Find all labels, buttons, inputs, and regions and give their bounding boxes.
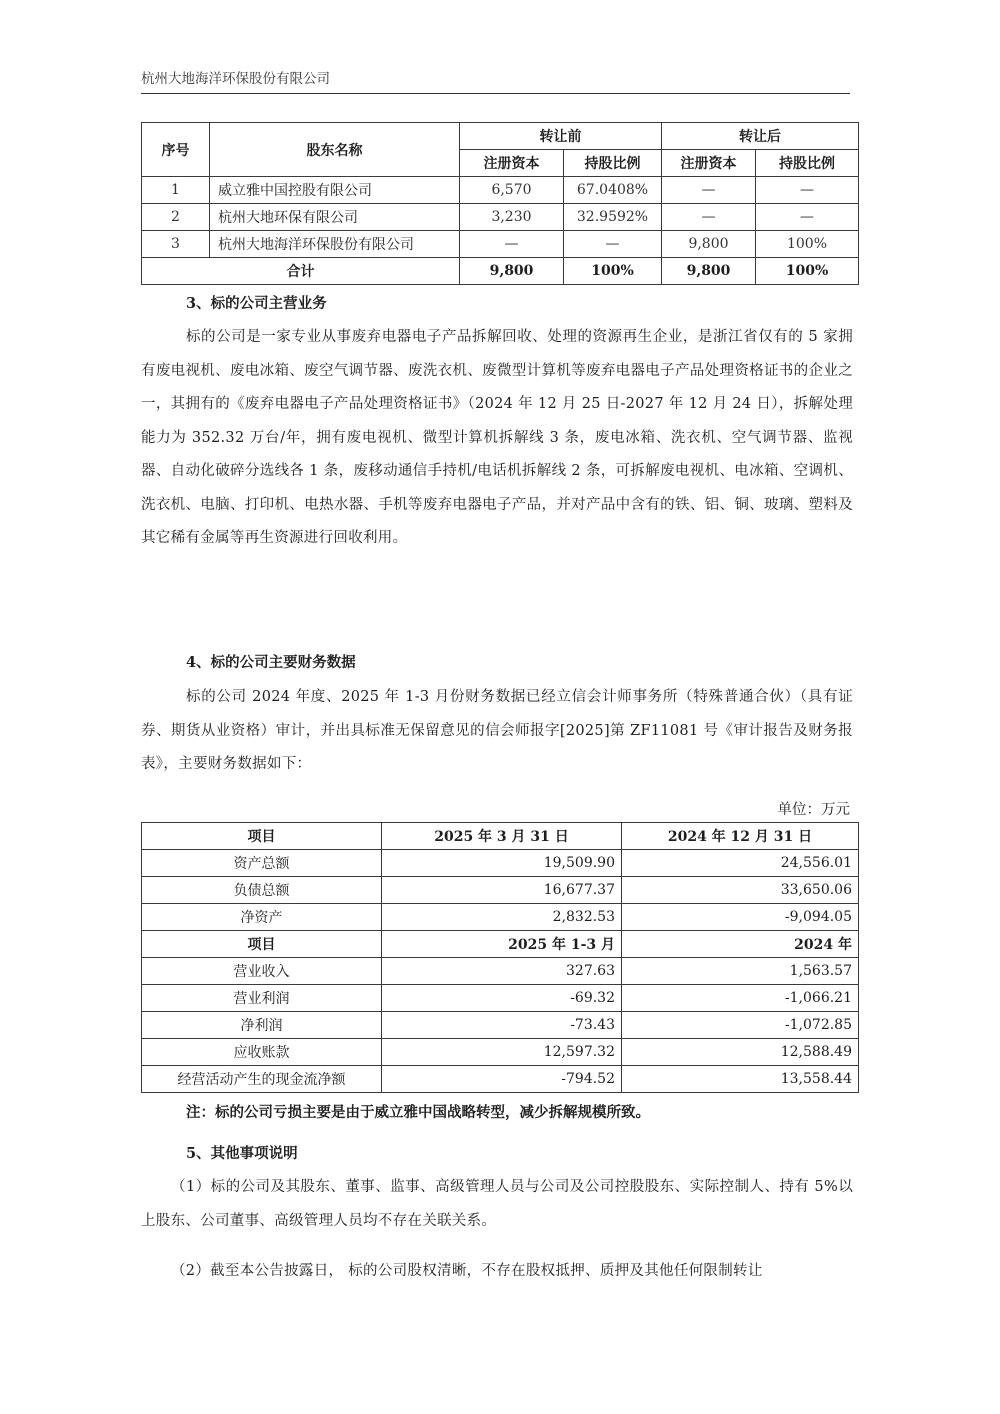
row-after-capital: 9,800 [662,231,756,258]
section-5-title: 5、其他事项说明 [186,1145,298,1162]
row-before-capital: 3,230 [460,204,564,231]
table-row [142,231,859,258]
table-row [142,1039,859,1066]
row-item: 营业利润 [142,985,382,1012]
table-row [142,877,859,904]
row-seq: 3 [142,231,210,258]
row-col1: 327.63 [382,958,622,985]
row-after-ratio: — [756,177,859,204]
row-col2: 24,556.01 [622,850,859,877]
table-row [142,1066,859,1093]
row-col1: 16,677.37 [382,877,622,904]
row-after-ratio: — [756,204,859,231]
loss-note: 注：标的公司亏损主要是由于威立雅中国战略转型，减少拆解规模所致。 [186,1104,650,1121]
row-item: 营业收入 [142,958,382,985]
row-seq: 2 [142,204,210,231]
row-item: 净资产 [142,904,382,931]
row-name: 杭州大地环保有限公司 [210,204,460,231]
header-company-name: 杭州大地海洋环保股份有限公司 [141,71,330,87]
row-item: 资产总额 [142,850,382,877]
row-col2: -9,094.05 [622,904,859,931]
row-col1: 2,832.53 [382,904,622,931]
total-after-capital: 9,800 [662,258,756,285]
row-col2: 13,558.44 [622,1066,859,1093]
total-label: 合计 [142,258,460,285]
table-row [142,204,859,231]
row-col1: -69.32 [382,985,622,1012]
row-item: 负债总额 [142,877,382,904]
table-row [142,904,859,931]
row-seq: 1 [142,177,210,204]
header-seq: 序号 [142,123,210,177]
row-item: 应收账款 [142,1039,382,1066]
balance-header-row [142,823,859,850]
row-after-ratio: 100% [756,231,859,258]
section-4-title: 4、标的公司主要财务数据 [186,654,356,671]
row-item: 经营活动产生的现金流净额 [142,1066,382,1093]
row-col2: -1,066.21 [622,985,859,1012]
row-col1: 19,509.90 [382,850,622,877]
header-shareholder: 股东名称 [210,123,460,177]
total-before-capital: 9,800 [460,258,564,285]
total-row [142,258,859,285]
row-before-ratio: — [564,231,662,258]
row-before-ratio: 67.0408% [564,177,662,204]
header-2024-12-31: 2024 年 12 月 31 日 [622,823,859,850]
row-before-capital: 6,570 [460,177,564,204]
header-2025-q1: 2025 年 1-3 月 [382,931,622,958]
row-after-capital: — [662,177,756,204]
section-5-item-2: （2）截至本公告披露日， 标的公司股权清晰，不存在股权抵押、质押及其他任何限制转让 [171,1263,763,1279]
row-col2: -1,072.85 [622,1012,859,1039]
row-before-capital: — [460,231,564,258]
header-2024: 2024 年 [622,931,859,958]
header-item: 项目 [142,823,382,850]
table-row [142,177,859,204]
row-col2: 1,563.57 [622,958,859,985]
section-5-item-1: （1）标的公司及其股东、董事、监事、高级管理人员与公司及公司控股股东、实际控制人、持有 5%以上股东、公司董事、高级管理人员均不存在关联关系。 [141,1179,853,1229]
header-after-ratio: 持股比例 [756,150,859,177]
header-before-capital: 注册资本 [460,150,564,177]
header-after: 转让后 [662,123,859,150]
row-col1: -73.43 [382,1012,622,1039]
row-before-ratio: 32.9592% [564,204,662,231]
page-header [141,68,850,94]
row-name: 威立雅中国控股有限公司 [210,177,460,204]
equity-transfer-table [141,122,859,285]
section-3-body: 标的公司是一家专业从事废弃电器电子产品拆解回收、处理的资源再生企业，是浙江省仅有的 5 家拥有废电视机、废电冰箱、废空气调节器、废洗衣机、废微型计算机等废弃电器电子产品处理资格证书的企业之一，其拥有的《废弃电器电子产品处理资格证书》（2024 年 12 月 25 日-2027 年 12 月 24 日），拆解处理能力为 352.32 万台/年，拥有废电视机、微型计算机拆解线 3 条，废电冰箱、洗衣机、空气调节器、监视器、自动化破碎分选线各 1 条，废移动通信手持机/电话机拆解线 2 条，可拆解废电视机、电冰箱、空调机、洗衣机、电脑、打印机、电热水器、手机等废弃电器电子产品，并对产品中含有的铁、铝、铜、玻璃、塑料及其它稀有金属等再生资源进行回收利用。 [141,329,853,546]
section-3-title: 3、标的公司主营业务 [186,295,327,312]
row-col2: 12,588.49 [622,1039,859,1066]
total-after-ratio: 100% [756,258,859,285]
row-col2: 33,650.06 [622,877,859,904]
table-row [142,850,859,877]
income-header-row [142,931,859,958]
header-after-capital: 注册资本 [662,150,756,177]
row-name: 杭州大地海洋环保股份有限公司 [210,231,460,258]
row-item: 净利润 [142,1012,382,1039]
table-row [142,1012,859,1039]
row-after-capital: — [662,204,756,231]
financial-data-table [141,822,859,1093]
header-before: 转让前 [460,123,662,150]
total-before-ratio: 100% [564,258,662,285]
table-row [142,958,859,985]
row-col1: -794.52 [382,1066,622,1093]
header-before-ratio: 持股比例 [564,150,662,177]
section-4-body: 标的公司 2024 年度、2025 年 1-3 月份财务数据已经立信会计师事务所（特殊普通合伙）（具有证券、期货从业资格）审计，并出具标准无保留意见的信会师报字[2025]第 ZF11081 号《审计报告及财务报表》，主要财务数据如下： [141,689,853,772]
table-row [142,985,859,1012]
header-item: 项目 [142,931,382,958]
row-col1: 12,597.32 [382,1039,622,1066]
unit-label: 单位：万元 [777,802,850,818]
header-2025-03-31: 2025 年 3 月 31 日 [382,823,622,850]
